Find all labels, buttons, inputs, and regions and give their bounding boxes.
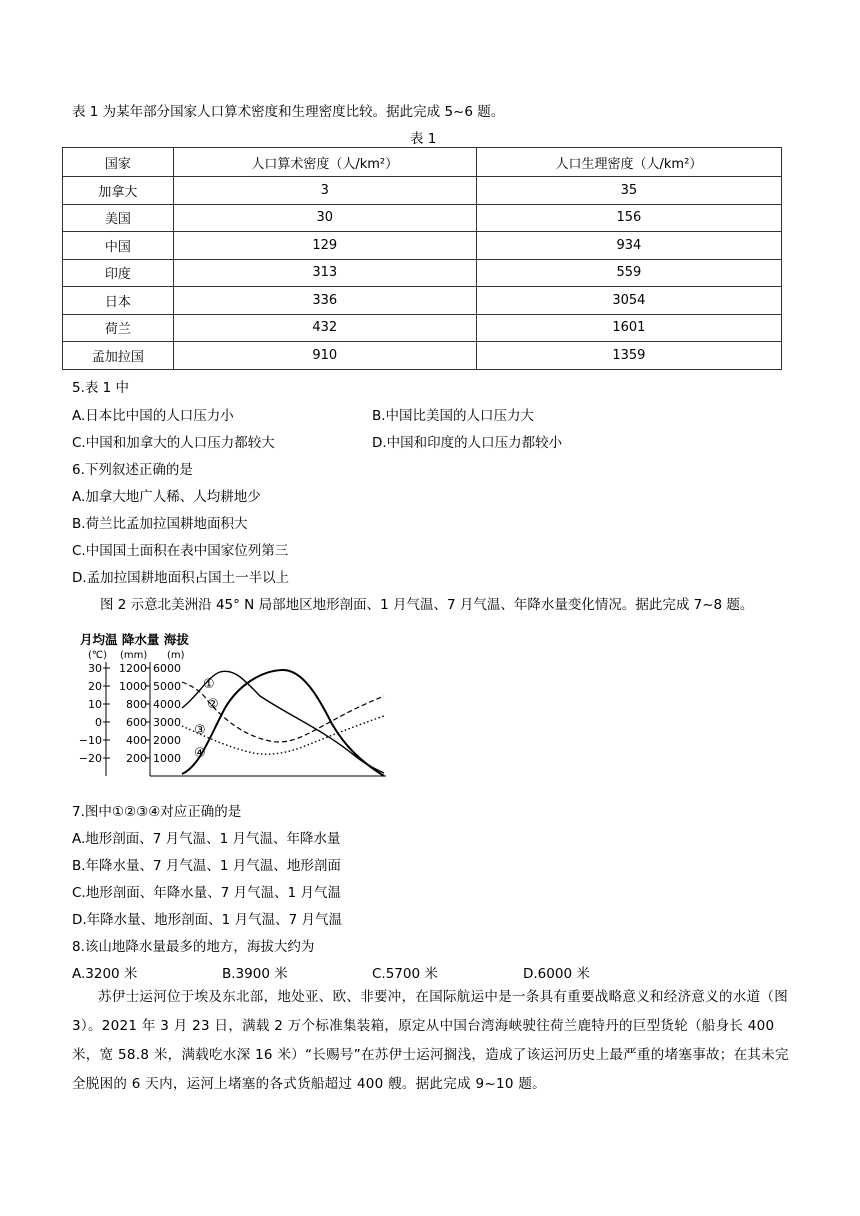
precip-tick: 1200 — [119, 662, 147, 675]
table-cell: 美国 — [63, 204, 174, 232]
table-cell: 印度 — [63, 259, 174, 287]
marker-3: ③ — [194, 723, 206, 738]
unit-precip: (mm) — [120, 650, 148, 661]
elev-tick: 4000 — [153, 698, 181, 711]
temp-tick: 30 — [88, 662, 102, 675]
table-header: 人口生理密度（人/km²） — [476, 148, 781, 177]
q8-option-c: C.5700 米 — [372, 966, 438, 982]
elev-tick: 1000 — [153, 752, 181, 765]
q7-stem: 7.图中①②③④对应正确的是 — [72, 804, 242, 820]
q6-option-d: D.孟加拉国耕地面积占国土一半以上 — [72, 570, 290, 586]
table-row — [63, 204, 782, 232]
table-cell: 3 — [173, 177, 476, 205]
q8-option-b: B.3900 米 — [222, 966, 288, 982]
table-cell: 孟加拉国 — [63, 342, 174, 370]
q5-stem: 5.表 1 中 — [72, 380, 130, 396]
temp-tick: 20 — [88, 680, 102, 693]
table-row — [63, 232, 782, 260]
marker-2: ② — [207, 697, 219, 712]
intro-q7-8: 图 2 示意北美洲沿 45° N 局部地区地形剖面、1 月气温、7 月气温、年降水量变化情况。据此完成 7~8 题。 — [100, 597, 754, 613]
temp-tick: −10 — [78, 734, 102, 747]
elev-tick: 5000 — [153, 680, 181, 693]
q7-option-c: C.地形剖面、年降水量、7 月气温、1 月气温 — [72, 885, 341, 901]
q8-option-d: D.6000 米 — [523, 966, 590, 982]
table-cell: 加拿大 — [63, 177, 174, 205]
q6-stem: 6.下列叙述正确的是 — [72, 462, 193, 478]
table-cell: 3054 — [476, 287, 781, 315]
elev-tick: 6000 — [153, 662, 181, 675]
precip-tick: 1000 — [119, 680, 147, 693]
table-cell: 中国 — [63, 232, 174, 260]
table-row — [63, 342, 782, 370]
unit-temp: (℃) — [88, 650, 108, 661]
elev-tick: 3000 — [153, 716, 181, 729]
marker-4: ④ — [194, 746, 206, 761]
temp-tick: 0 — [95, 716, 102, 729]
table-header-row — [63, 148, 782, 177]
density-table — [62, 147, 782, 370]
q5-option-d: D.中国和印度的人口压力都较小 — [372, 435, 563, 451]
q5-option-a: A.日本比中国的人口压力小 — [72, 408, 234, 424]
table-cell: 156 — [476, 204, 781, 232]
q5-option-b: B.中国比美国的人口压力大 — [372, 408, 535, 424]
table-cell: 336 — [173, 287, 476, 315]
q7-option-d: D.年降水量、地形剖面、1 月气温、7 月气温 — [72, 912, 342, 928]
q7-option-b: B.年降水量、7 月气温、1 月气温、地形剖面 — [72, 858, 341, 874]
table-cell: 910 — [173, 342, 476, 370]
q6-option-c: C.中国国土面积在表中国家位列第三 — [72, 543, 289, 559]
marker-1: ① — [203, 677, 215, 692]
temp-tick: 10 — [88, 698, 102, 711]
table-cell: 35 — [476, 177, 781, 205]
profile-figure — [70, 626, 400, 781]
table-row — [63, 287, 782, 315]
table-cell: 1601 — [476, 314, 781, 342]
intro-q5-6: 表 1 为某年部分国家人口算术密度和生理密度比较。据此完成 5~6 题。 — [72, 104, 505, 120]
table-header: 人口算术密度（人/km²） — [173, 148, 476, 177]
elev-tick: 2000 — [153, 734, 181, 747]
q7-option-a: A.地形剖面、7 月气温、1 月气温、年降水量 — [72, 831, 341, 847]
unit-elev: (m) — [167, 650, 185, 661]
q5-option-c: C.中国和加拿大的人口压力都较大 — [72, 435, 275, 451]
table-caption: 表 1 — [410, 131, 437, 147]
table-header: 国家 — [63, 148, 174, 177]
precip-tick: 400 — [126, 734, 147, 747]
table-cell: 432 — [173, 314, 476, 342]
precip-tick: 200 — [126, 752, 147, 765]
q6-option-a: A.加拿大地广人稀、人均耕地少 — [72, 489, 261, 505]
precip-tick: 600 — [126, 716, 147, 729]
q8-stem: 8.该山地降水量最多的地方，海拔大约为 — [72, 939, 315, 955]
table-row — [63, 259, 782, 287]
q8-option-a: A.3200 米 — [72, 966, 138, 982]
temp-tick: −20 — [78, 752, 102, 765]
table-cell: 日本 — [63, 287, 174, 315]
precip-tick: 800 — [126, 698, 147, 711]
table-cell: 荷兰 — [63, 314, 174, 342]
table-cell: 313 — [173, 259, 476, 287]
intro-q9-10: 苏伊士运河位于埃及东北部，地处亚、欧、非要冲，在国际航运中是一条具有重要战略意义和经济意义的水道（图 3）。2021 年 3 月 23 日，满载 2 万个标准集装箱，原定从中国台湾海峡驶往荷兰鹿特丹的巨型货轮（船身长 400 米，宽 58.8 米，满载吃水深 16 米）“长赐号”在苏伊士运河搁浅，造成了该运河历史上最严重的堵塞事故；在其未完全脱困的 6 天内，运河上堵塞的各式货船超过 400 艘。据此完成 9~10 题。 — [72, 989, 789, 1092]
figure-header: 月均温 降水量 海拔 — [80, 632, 189, 647]
table-cell: 129 — [173, 232, 476, 260]
table-row — [63, 177, 782, 205]
table-cell: 1359 — [476, 342, 781, 370]
table-cell: 559 — [476, 259, 781, 287]
table-row — [63, 314, 782, 342]
q6-option-b: B.荷兰比孟加拉国耕地面积大 — [72, 516, 248, 532]
table-cell: 30 — [173, 204, 476, 232]
table-cell: 934 — [476, 232, 781, 260]
